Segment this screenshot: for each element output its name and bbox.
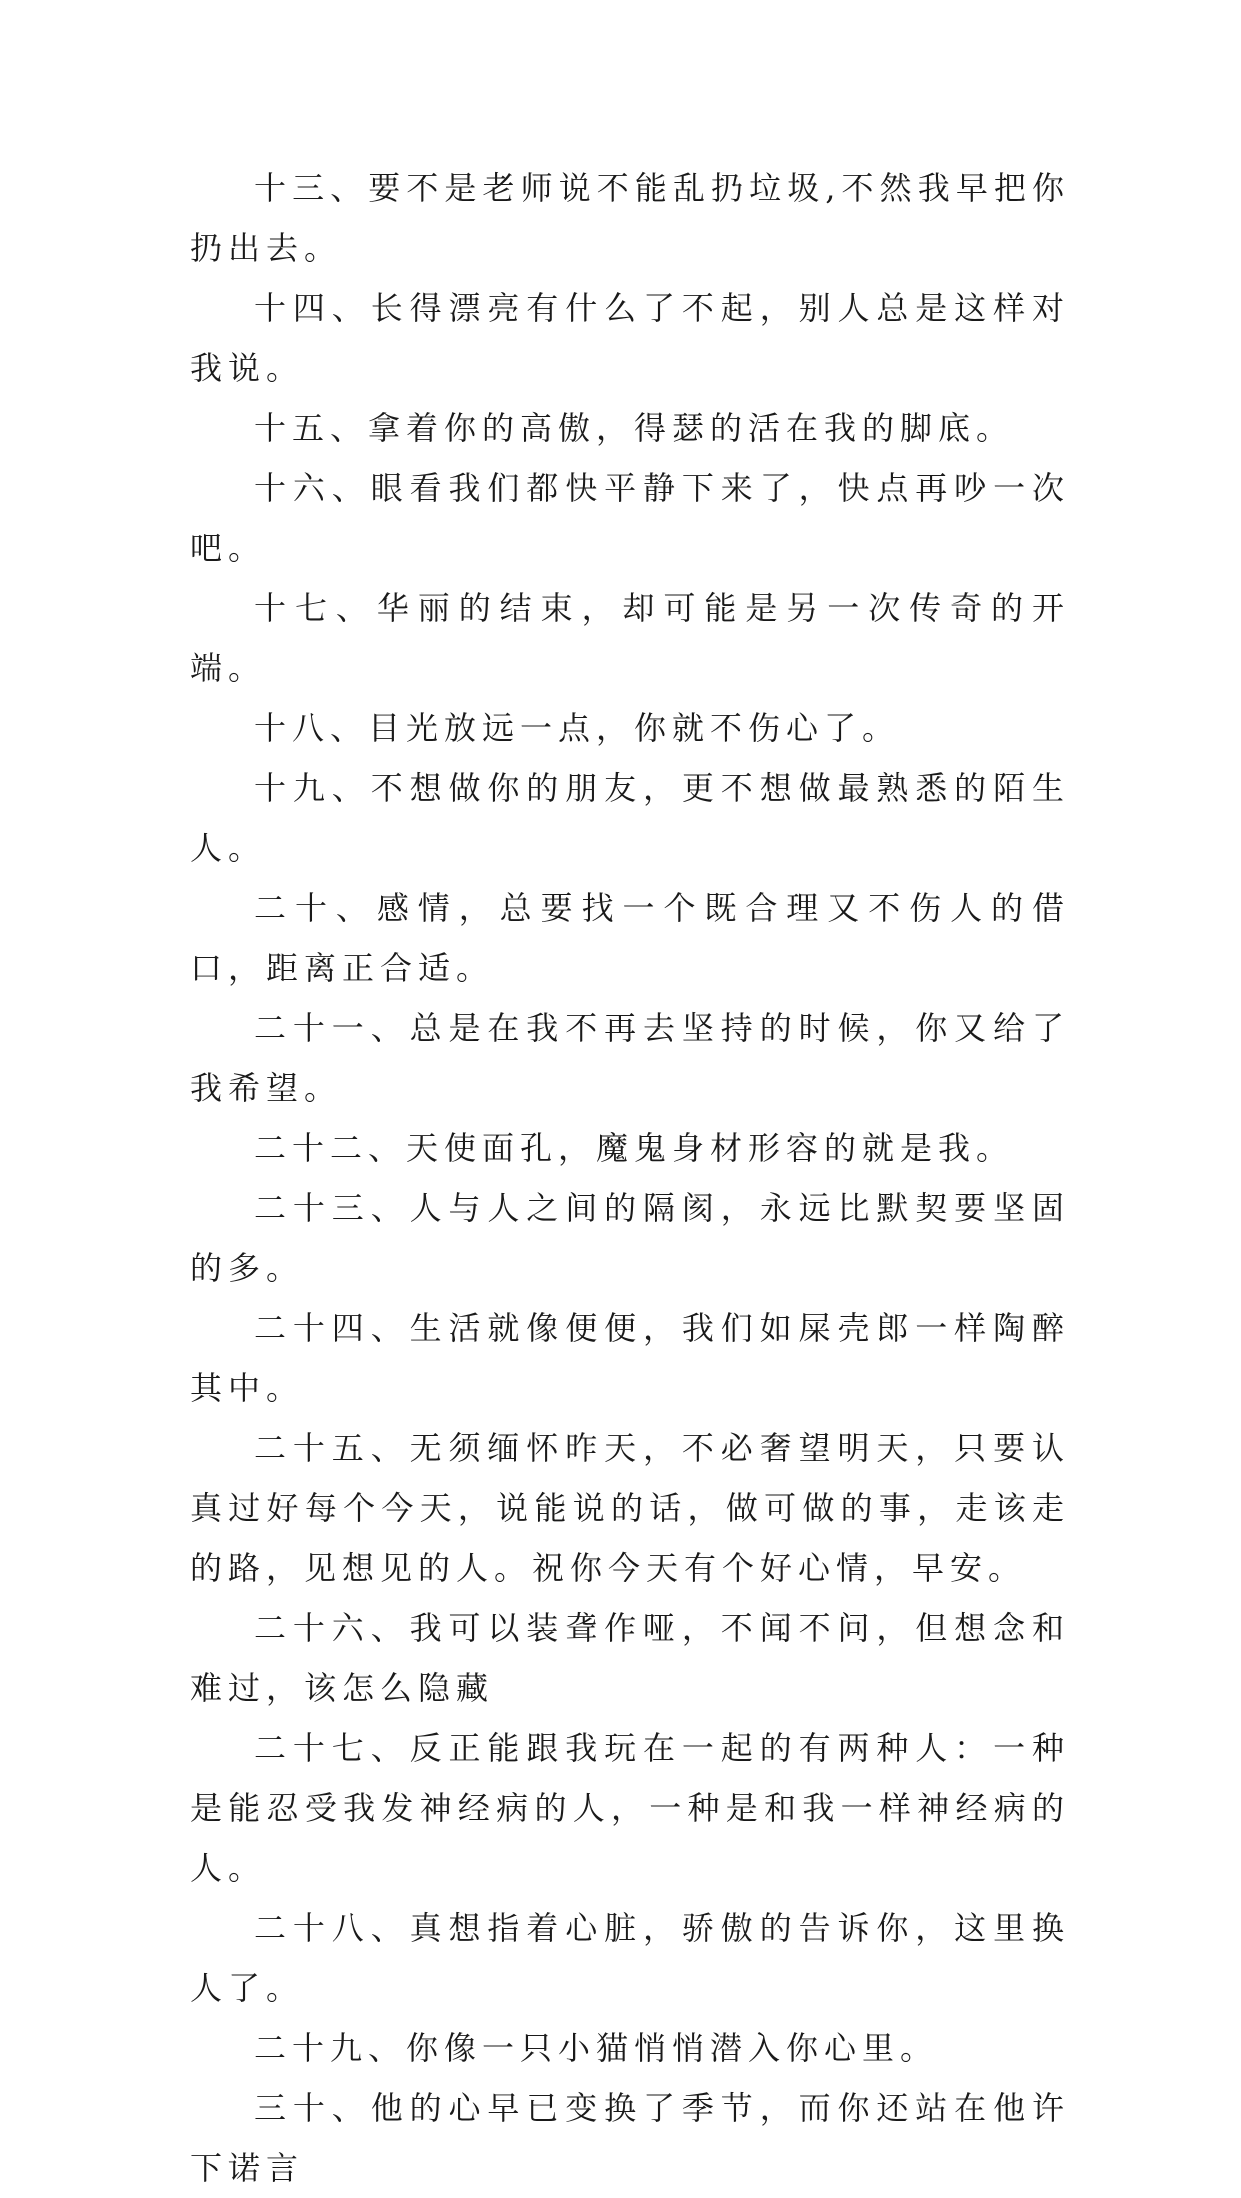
paragraph-27: 二十七、反正能跟我玩在一起的有两种人：一种是能忍受我发神经病的人，一种是和我一样神经病的人。 (190, 1729, 1070, 1887)
paragraph-28: 二十八、真想指着心脏，骄傲的告诉你，这里换人了。 (190, 1909, 1070, 2007)
paragraph-16: 十六、眼看我们都快平静下来了，快点再吵一次吧。 (190, 469, 1070, 567)
paragraph-22: 二十二、天使面孔，魔鬼身材形容的就是我。 (254, 1129, 1015, 1167)
paragraph-17: 十七、华丽的结束，却可能是另一次传奇的开端。 (190, 589, 1070, 687)
paragraph-24: 二十四、生活就像便便，我们如屎壳郎一样陶醉其中。 (190, 1309, 1070, 1407)
paragraph-13: 十三、要不是老师说不能乱扔垃圾,不然我早把你扔出去。 (190, 169, 1070, 267)
paragraph-23: 二十三、人与人之间的隔阂，永远比默契要坚固的多。 (190, 1189, 1070, 1287)
paragraph-29: 二十九、你像一只小猫悄悄潜入你心里。 (254, 2029, 939, 2067)
paragraph-15: 十五、拿着你的高傲，得瑟的活在我的脚底。 (254, 409, 1015, 447)
paragraph-19: 十九、不想做你的朋友，更不想做最熟悉的陌生人。 (190, 769, 1070, 867)
paragraph-26: 二十六、我可以装聋作哑，不闻不问，但想念和难过，该怎么隐藏 (190, 1609, 1070, 1707)
paragraph-14: 十四、长得漂亮有什么了不起，别人总是这样对我说。 (190, 289, 1070, 387)
paragraph-20: 二十、感情，总要找一个既合理又不伤人的借口，距离正合适。 (190, 889, 1070, 987)
paragraph-25: 二十五、无须缅怀昨天，不必奢望明天，只要认真过好每个今天，说能说的话，做可做的事，走该走的路，见想见的人。祝你今天有个好心情，早安。 (190, 1429, 1070, 1587)
paragraph-21: 二十一、总是在我不再去坚持的时候，你又给了我希望。 (190, 1009, 1070, 1107)
paragraph-18: 十八、目光放远一点，你就不伤心了。 (254, 709, 901, 747)
paragraph-30: 三十、他的心早已变换了季节，而你还站在他许下诺言 (190, 2089, 1070, 2187)
document-body (190, 158, 1070, 2198)
